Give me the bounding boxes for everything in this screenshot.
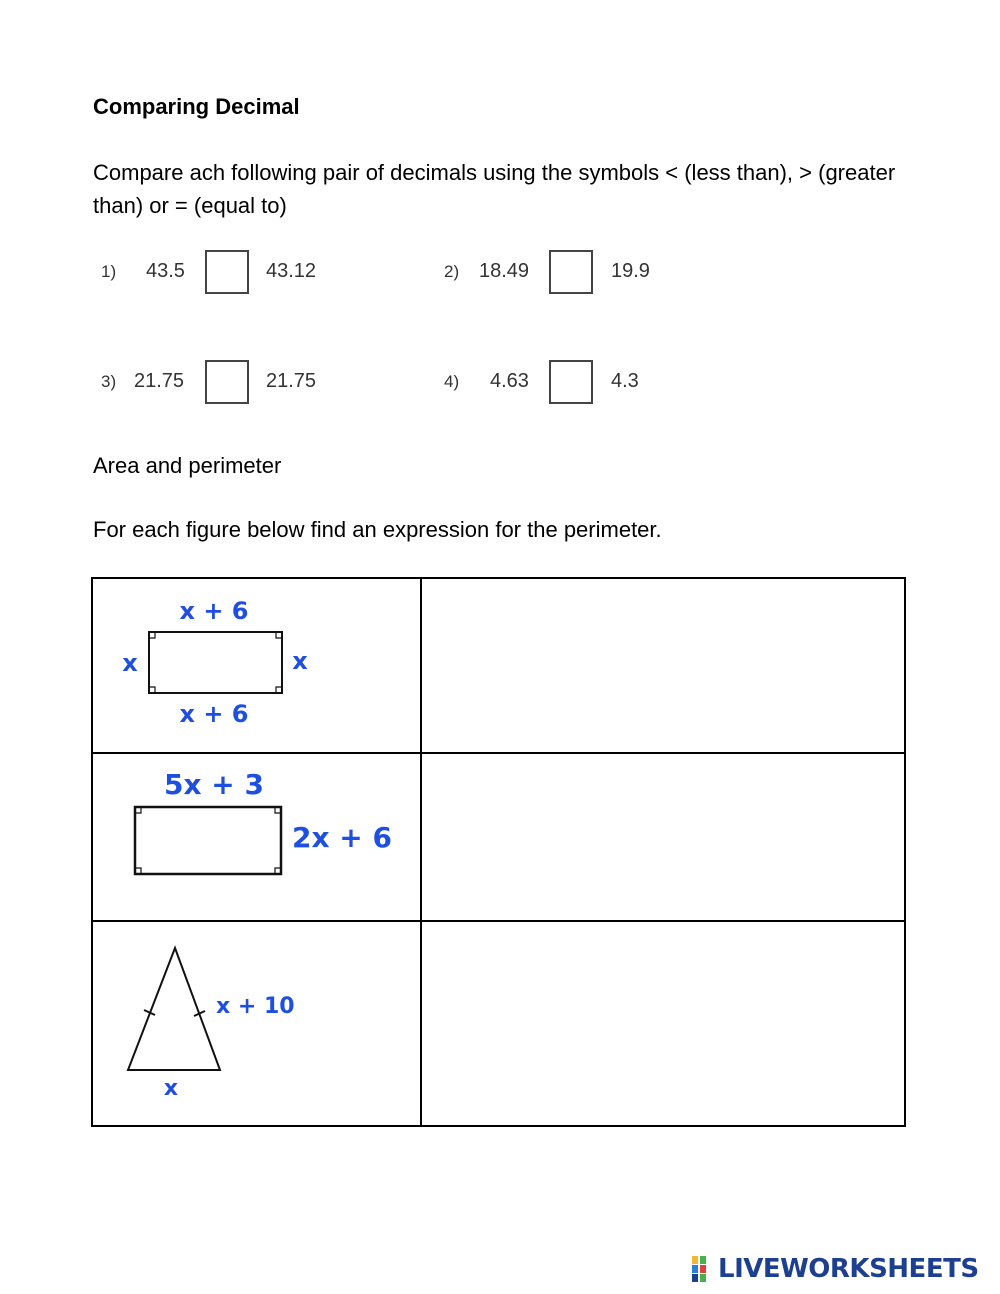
problem-4-left-value: 4.63: [490, 370, 529, 392]
problem-1-right-value: 43.12: [266, 260, 317, 282]
figure-2-right-label: 2x + 6: [292, 821, 392, 854]
instruction-compare: Compare ach following pair of decimals using the symbols < (less than), > (greater than) or = (equal to): [93, 160, 896, 218]
problem-4-answer-box[interactable]: [549, 360, 593, 404]
figure-1-rectangle: [93, 579, 420, 752]
problem-1-left-value: 43.5: [146, 260, 185, 282]
figure-3-cell: [93, 922, 420, 1125]
figure-1-cell: [93, 579, 420, 752]
figure-3-answer-cell[interactable]: [422, 922, 904, 1125]
figure-1-answer-cell[interactable]: [422, 579, 904, 752]
figure-2-cell: [93, 754, 420, 920]
figure-2-top-label: 5x + 3: [164, 768, 264, 801]
figure-3-side-label: x + 10: [216, 994, 295, 1019]
problem-3-right-value: 21.75: [266, 370, 317, 392]
figure-2-answer-cell[interactable]: [422, 754, 904, 920]
problem-2-answer-box[interactable]: [549, 250, 593, 294]
figure-3-base-label: x: [163, 1076, 179, 1101]
instruction-perimeter: For each figure below find an expression for the perimeter.: [93, 517, 662, 542]
liveworksheets-logo-text: LIVEWORKSHEETS: [718, 1254, 979, 1284]
problem-3-left-value: 21.75: [134, 370, 185, 392]
problem-1-answer-box[interactable]: [205, 250, 249, 294]
figure-2-rectangle: [93, 754, 420, 920]
figures-table: [91, 577, 906, 1127]
section-title-area-perimeter: Area and perimeter: [93, 453, 282, 478]
figure-1-bottom-label: x + 6: [179, 700, 249, 728]
problem-3-number: 3): [101, 372, 117, 391]
problem-1-number: 1): [101, 262, 117, 281]
figure-1-top-label: x + 6: [179, 597, 249, 625]
problem-2-left-value: 18.49: [479, 260, 530, 282]
figure-1-right-label: x: [292, 647, 308, 675]
figure-1-left-label: x: [122, 649, 138, 677]
problem-4-number: 4): [444, 372, 460, 391]
problem-2-number: 2): [444, 262, 460, 281]
liveworksheets-logo: [692, 1252, 979, 1286]
section-title-comparing-decimal: Comparing Decimal: [93, 94, 300, 119]
problem-2-right-value: 19.9: [611, 260, 650, 282]
figure-3-triangle: [93, 922, 420, 1125]
problem-3-answer-box[interactable]: [205, 360, 249, 404]
liveworksheets-logo-icon: [692, 1256, 714, 1282]
problem-4-right-value: 4.3: [611, 370, 639, 392]
